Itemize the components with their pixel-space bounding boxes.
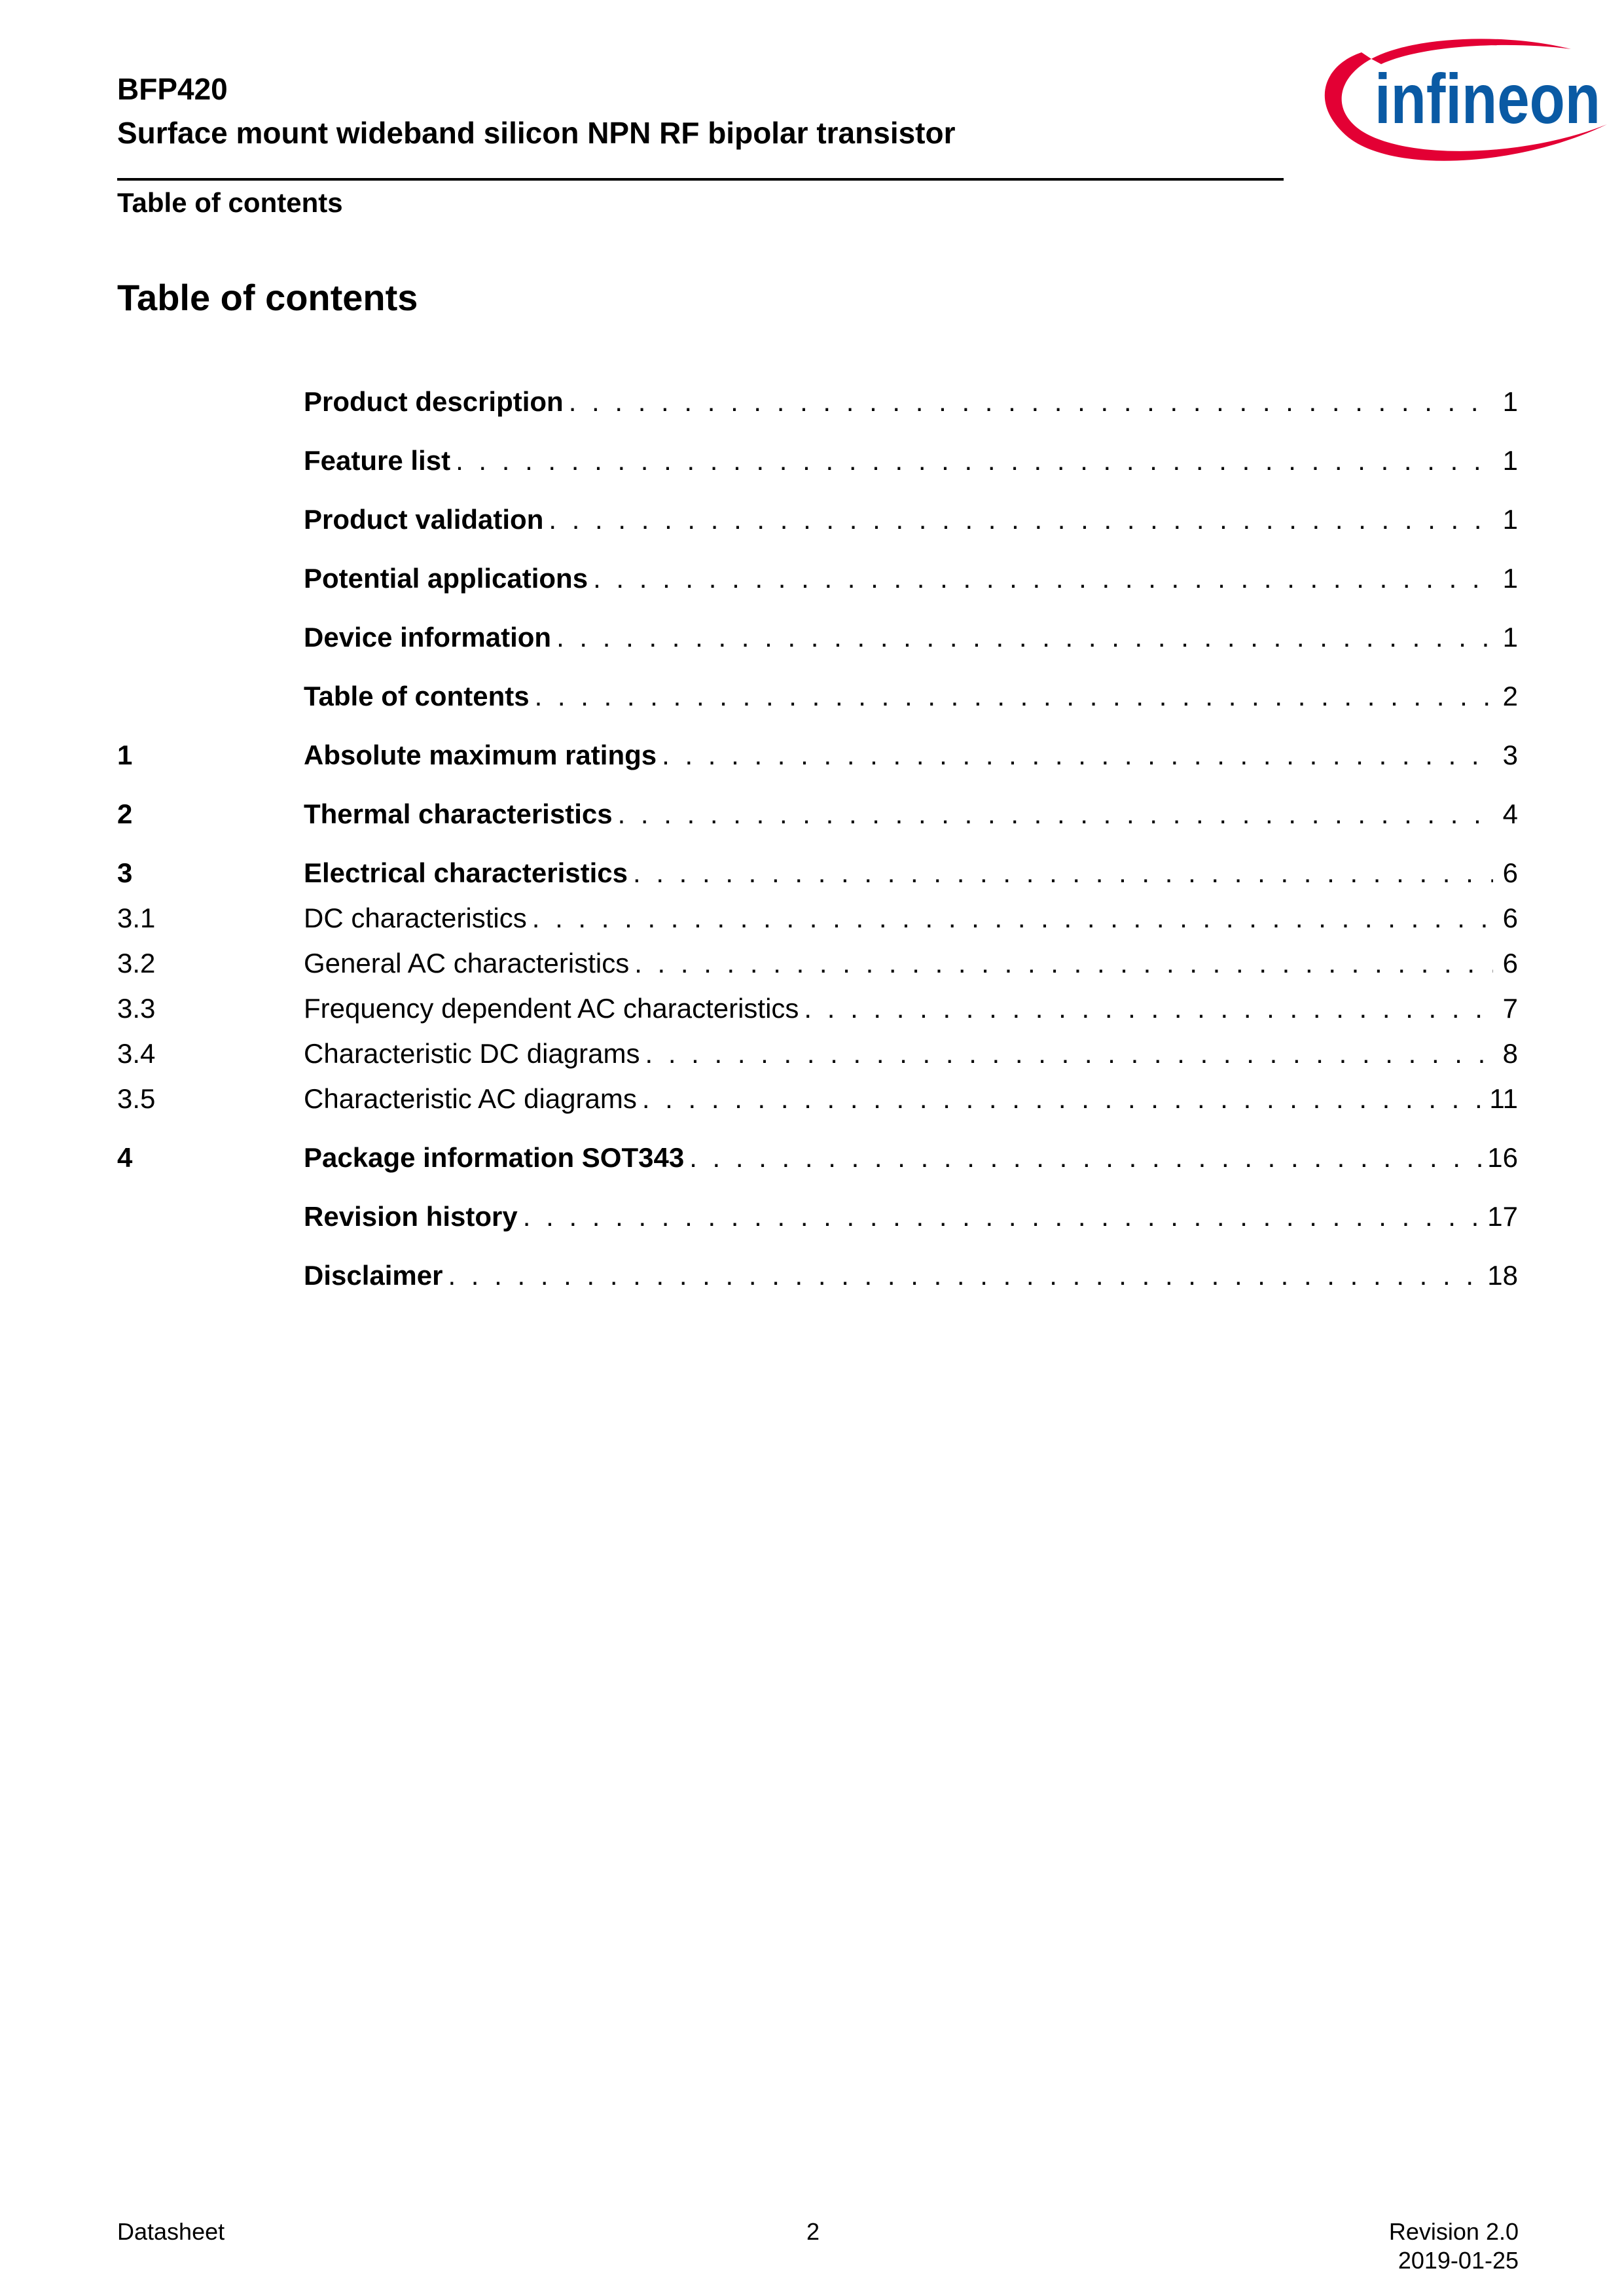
infineon-logo — [1309, 26, 1610, 170]
toc-entry-number: 3.4 — [117, 1038, 156, 1069]
toc-entry-page: 3 — [1502, 740, 1518, 770]
toc-entry-page: 2 — [1502, 681, 1518, 711]
toc-entry-title: Product description — [304, 386, 564, 417]
toc-entry[interactable] — [117, 619, 1518, 656]
footer-revision: Revision 2.0 — [1388, 2218, 1519, 2245]
toc-entry-title: Potential applications — [304, 563, 588, 594]
toc-entry-page: 4 — [1502, 798, 1518, 829]
toc-list — [117, 384, 1518, 1294]
toc-dot-leader — [535, 678, 1493, 715]
toc-dot-leader — [804, 990, 1493, 1027]
toc-entry-number: 3.5 — [117, 1083, 156, 1114]
toc-entry-title: Thermal characteristics — [304, 798, 613, 829]
toc-entry-page: 11 — [1489, 1083, 1518, 1114]
toc-entry[interactable] — [117, 1139, 1518, 1176]
logo-wordmark: infineon — [1375, 59, 1600, 138]
toc-entry-title: Frequency dependent AC characteristics — [304, 993, 799, 1024]
toc-entry[interactable] — [117, 1257, 1518, 1294]
toc-entry-number: 3.2 — [117, 948, 156, 978]
toc-entry-title: Revision history — [304, 1201, 518, 1232]
toc-entry-page: 8 — [1502, 1038, 1518, 1069]
toc-dot-leader — [689, 1139, 1482, 1176]
product-name: BFP420 — [117, 72, 228, 106]
toc-entry-page: 7 — [1502, 993, 1518, 1024]
toc-entry[interactable] — [117, 796, 1518, 833]
toc-dot-leader — [593, 560, 1493, 597]
toc-dot-leader — [456, 442, 1493, 479]
toc-entry-number: 3 — [117, 857, 133, 888]
toc-subentry[interactable] — [117, 1035, 1518, 1072]
toc-entry-page: 6 — [1502, 948, 1518, 978]
toc-entry-title: DC characteristics — [304, 903, 527, 933]
toc-entry-title: Absolute maximum ratings — [304, 740, 657, 770]
toc-entry-title: Disclaimer — [304, 1260, 443, 1291]
footer-date: 2019-01-25 — [1398, 2247, 1519, 2274]
toc-dot-leader — [645, 1035, 1493, 1072]
toc-dot-leader — [662, 737, 1493, 774]
running-section-title: Table of contents — [117, 187, 343, 218]
toc-dot-leader — [532, 900, 1493, 937]
product-subtitle: Surface mount wideband silicon NPN RF bipolar transistor — [117, 116, 956, 150]
footer-revision-block — [1389, 2217, 1519, 2275]
toc-entry-page: 1 — [1502, 445, 1518, 476]
toc-entry-page: 18 — [1487, 1260, 1518, 1291]
toc-dot-leader — [634, 945, 1493, 982]
toc-entry-number: 1 — [117, 740, 133, 770]
footer-page-number: 2 — [806, 2218, 820, 2245]
toc-subentry[interactable] — [117, 900, 1518, 937]
toc-entry-page: 16 — [1487, 1142, 1518, 1173]
toc-entry-page: 1 — [1502, 622, 1518, 653]
toc-entry-page: 1 — [1502, 563, 1518, 594]
toc-entry-title: Characteristic AC diagrams — [304, 1083, 637, 1114]
toc-subentry[interactable] — [117, 990, 1518, 1027]
header-divider — [117, 178, 1284, 181]
toc-entry-page: 6 — [1502, 903, 1518, 933]
toc-dot-leader — [556, 619, 1493, 656]
toc-entry[interactable] — [117, 855, 1518, 891]
toc-entry-title: Device information — [304, 622, 552, 653]
toc-entry-number: 3.3 — [117, 993, 156, 1024]
toc-dot-leader — [618, 796, 1493, 833]
toc-entry-number: 3.1 — [117, 903, 156, 933]
toc-dot-leader — [549, 501, 1493, 538]
toc-dot-leader — [448, 1257, 1482, 1294]
toc-subentry[interactable] — [117, 945, 1518, 982]
toc-entry[interactable] — [117, 678, 1518, 715]
toc-entry-title: Feature list — [304, 445, 451, 476]
toc-dot-leader — [523, 1198, 1483, 1235]
toc-entry[interactable] — [117, 384, 1518, 420]
toc-entry-page: 6 — [1502, 857, 1518, 888]
toc-entry-page: 1 — [1502, 504, 1518, 535]
toc-entry-title: General AC characteristics — [304, 948, 630, 978]
toc-entry[interactable] — [117, 560, 1518, 597]
toc-entry[interactable] — [117, 737, 1518, 774]
toc-subentry[interactable] — [117, 1081, 1518, 1117]
toc-entry-title: Product validation — [304, 504, 544, 535]
toc-entry-page: 1 — [1502, 386, 1518, 417]
toc-entry-number: 4 — [117, 1142, 133, 1173]
toc-entry-title: Electrical characteristics — [304, 857, 628, 888]
toc-entry-number: 2 — [117, 798, 133, 829]
toc-entry[interactable] — [117, 442, 1518, 479]
toc-entry-page: 17 — [1487, 1201, 1518, 1232]
toc-entry[interactable] — [117, 1198, 1518, 1235]
toc-dot-leader — [642, 1081, 1485, 1117]
toc-dot-leader — [569, 384, 1493, 420]
toc-heading: Table of contents — [117, 277, 418, 318]
toc-entry-title: Characteristic DC diagrams — [304, 1038, 640, 1069]
footer-doc-type: Datasheet — [117, 2218, 225, 2245]
toc-entry[interactable] — [117, 501, 1518, 538]
toc-entry-title: Table of contents — [304, 681, 530, 711]
toc-dot-leader — [633, 855, 1493, 891]
toc-entry-title: Package information SOT343 — [304, 1142, 685, 1173]
